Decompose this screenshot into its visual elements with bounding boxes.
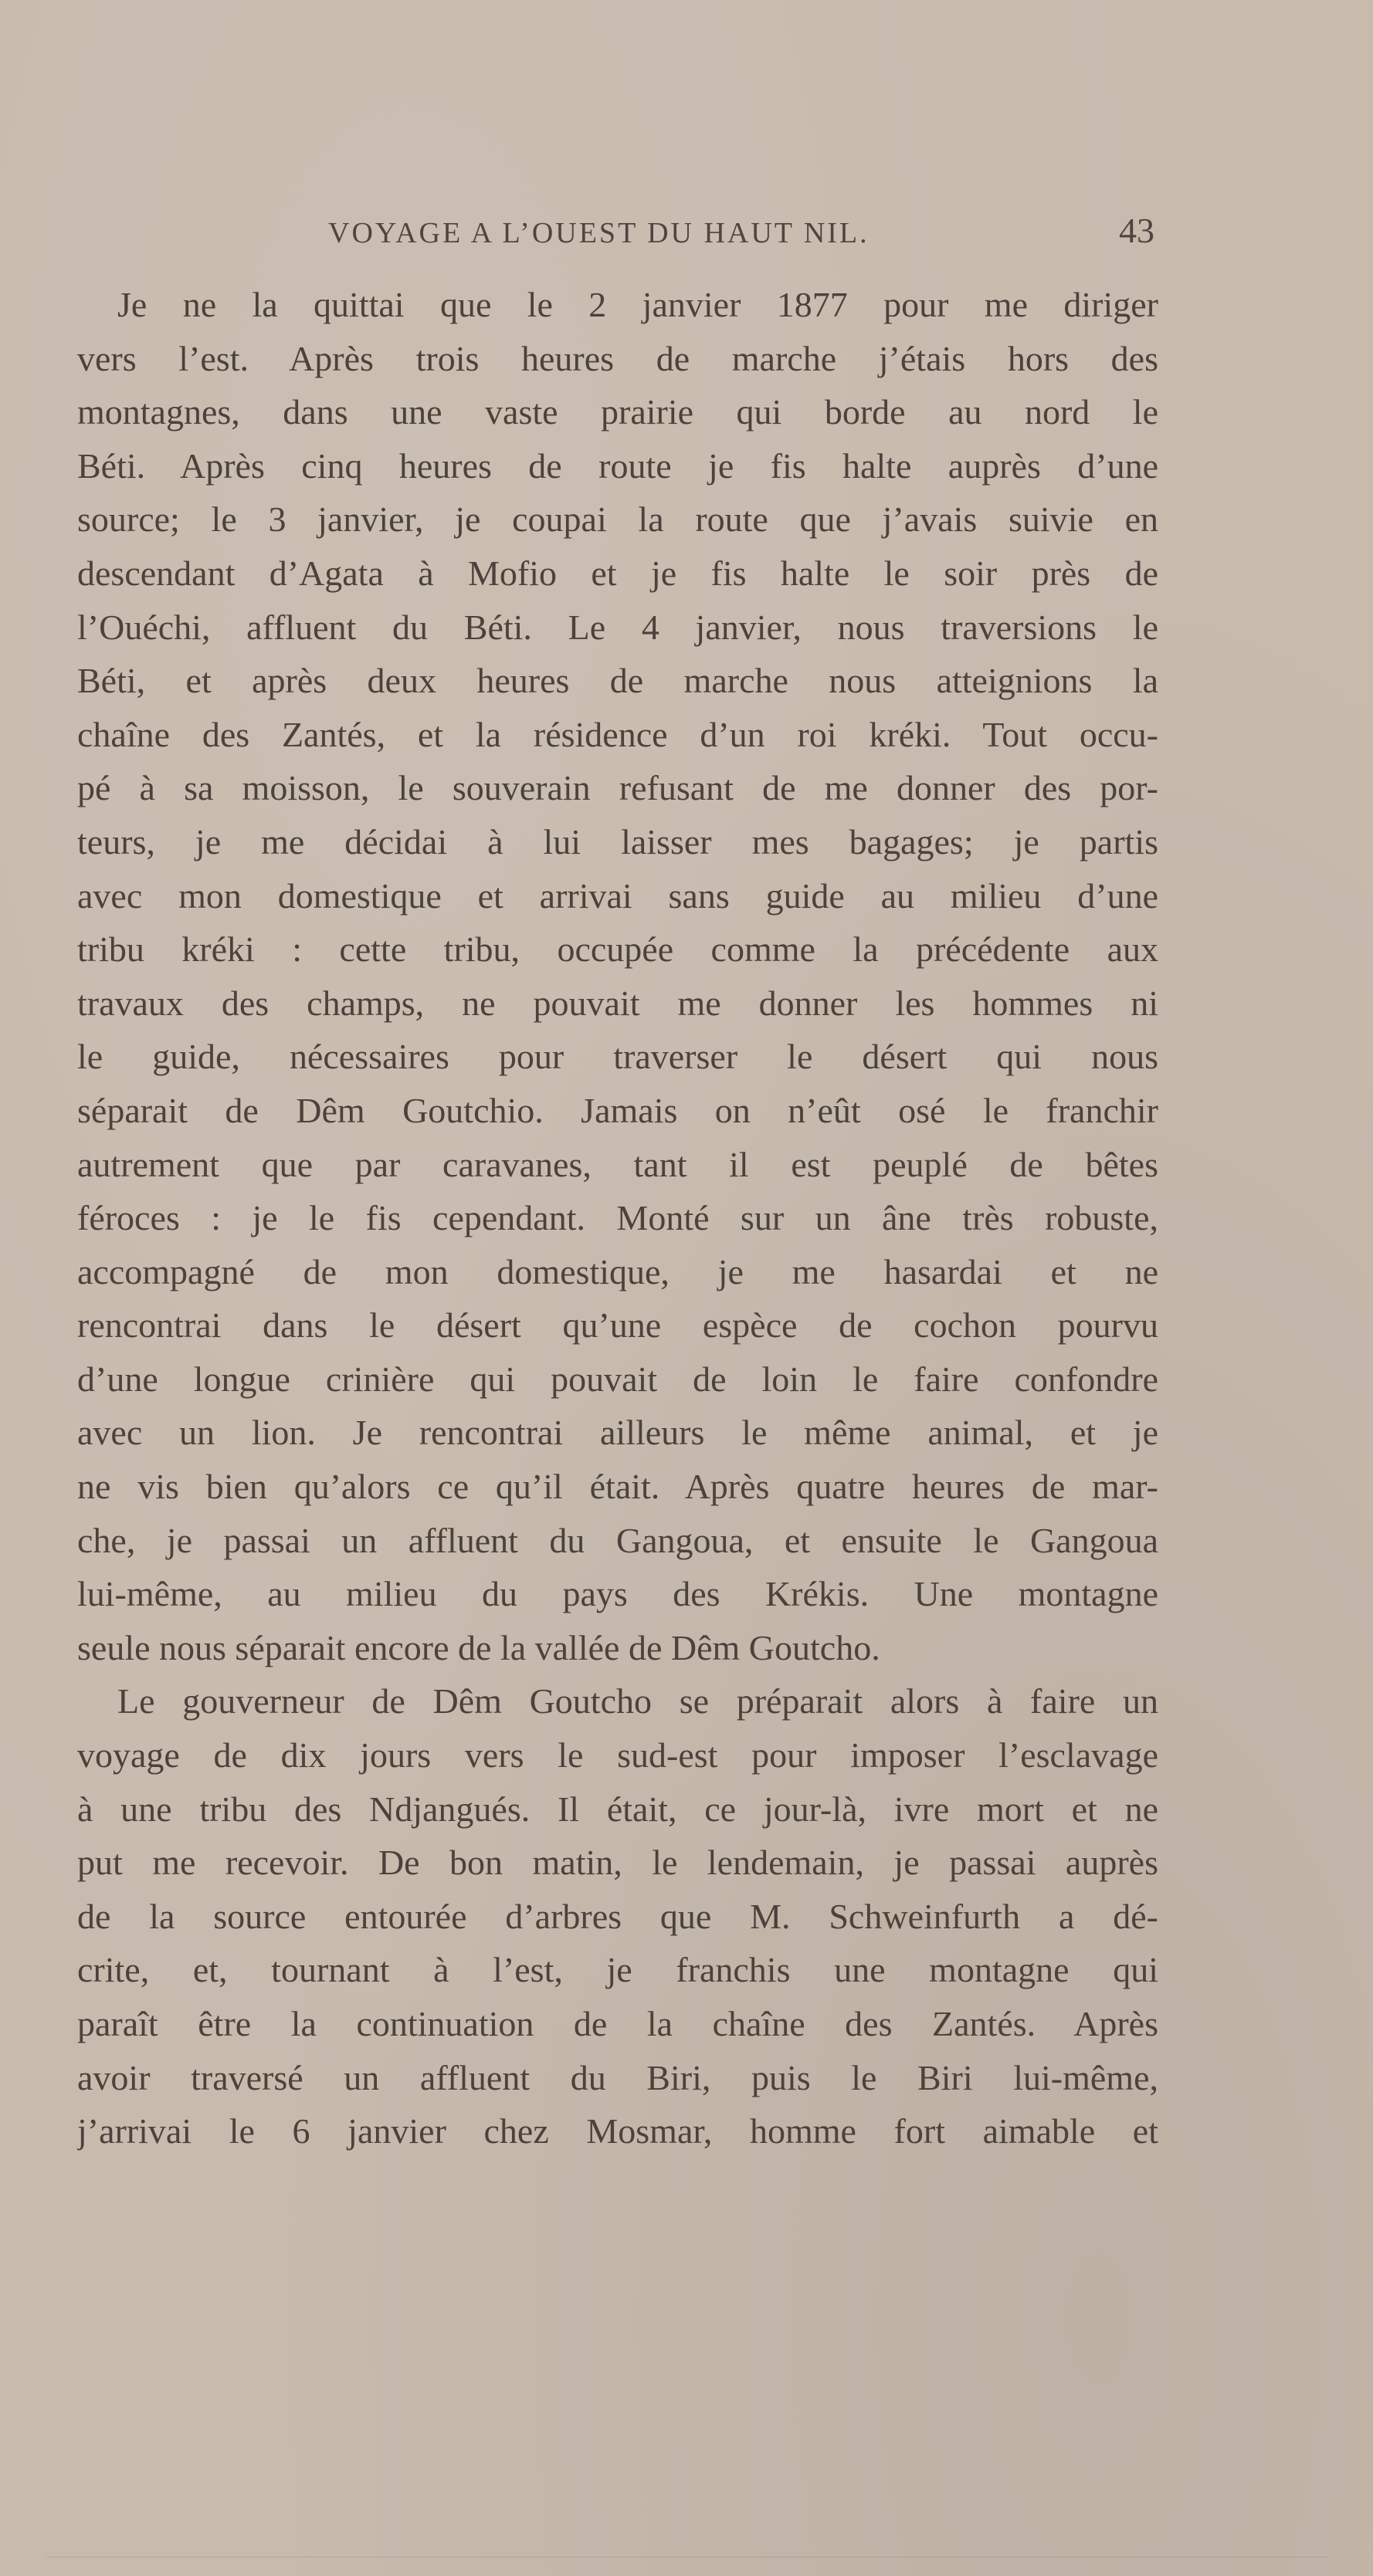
text-line: vers l’est. Après trois heures de marche j’étais hors des xyxy=(77,338,1158,378)
text-line: pé à sa moisson, le souverain refusant de me donner des por- xyxy=(77,768,1158,808)
text-line: descendant d’Agata à Mofio et je fis halte le soir près de xyxy=(77,553,1158,593)
text-line: avoir traversé un affluent du Biri, puis le Biri lui-même, xyxy=(77,2057,1158,2097)
body-text xyxy=(77,278,1158,2158)
page-number: 43 xyxy=(1119,211,1154,250)
text-line: Je ne la quittai que le 2 janvier 1877 pour me diriger xyxy=(117,285,1158,324)
text-line: Le gouverneur de Dêm Goutcho se préparait alors à faire un xyxy=(117,1681,1158,1721)
text-line: séparait de Dêm Goutchio. Jamais on n’eût osé le franchir xyxy=(77,1090,1158,1130)
text-line: de la source entourée d’arbres que M. Schweinfurth a dé- xyxy=(77,1896,1158,1936)
text-line: paraît être la continuation de la chaîne des Zantés. Après xyxy=(77,2004,1158,2043)
text-line: j’arrivai le 6 janvier chez Mosmar, homme fort aimable et xyxy=(77,2111,1158,2151)
running-head xyxy=(328,210,1154,256)
text-line: le guide, nécessaires pour traverser le désert qui nous xyxy=(77,1037,1158,1077)
text-line: montagnes, dans une vaste prairie qui borde au nord le xyxy=(77,392,1158,432)
text-line: travaux des champs, ne pouvait me donner les hommes ni xyxy=(77,983,1158,1023)
text-line: crite, et, tournant à l’est, je franchis une montagne qui xyxy=(77,1950,1158,1990)
text-line: avec mon domestique et arrivai sans guide au milieu d’une xyxy=(77,875,1158,916)
text-line: teurs, je me décidai à lui laisser mes bagages; je partis xyxy=(77,821,1158,861)
text-line: che, je passai un affluent du Gangoua, et ensuite le Gangoua xyxy=(77,1520,1158,1560)
text-line: à une tribu des Ndjangués. Il était, ce jour-là, ivre mort et ne xyxy=(77,1789,1158,1829)
text-line: ne vis bien qu’alors ce qu’il était. Après quatre heures de mar- xyxy=(77,1467,1158,1507)
text-line: voyage de dix jours vers le sud-est pour imposer l’esclavage xyxy=(77,1735,1158,1775)
text-line: chaîne des Zantés, et la résidence d’un roi kréki. Tout occu- xyxy=(77,714,1158,754)
text-line: lui-même, au milieu du pays des Krékis. Une montagne xyxy=(77,1574,1158,1614)
text-line: féroces : je le fis cependant. Monté sur un âne très robuste, xyxy=(77,1198,1158,1238)
text-line: accompagné de mon domestique, je me hasardai et ne xyxy=(77,1251,1158,1291)
text-line: put me recevoir. De bon matin, le lendemain, je passai auprès xyxy=(77,1843,1158,1883)
text-line: d’une longue crinière qui pouvait de loin le faire confondre xyxy=(77,1359,1158,1399)
text-line: l’Ouéchi, affluent du Béti. Le 4 janvier, nous traversions le xyxy=(77,607,1158,647)
text-line: autrement que par caravanes, tant il est peuplé de bêtes xyxy=(77,1144,1158,1184)
text-line: rencontrai dans le désert qu’une espèce de cochon pourvu xyxy=(77,1305,1158,1346)
text-line: avec un lion. Je rencontrai ailleurs le même animal, et je xyxy=(77,1413,1158,1453)
text-line: source; le 3 janvier, je coupai la route que j’avais suivie en xyxy=(77,499,1158,540)
text-line: Béti. Après cinq heures de route je fis halte auprès d’une xyxy=(77,445,1158,486)
text-line: tribu kréki : cette tribu, occupée comme la précédente aux xyxy=(77,929,1158,970)
running-title: VOYAGE A L’OUEST DU HAUT NIL. xyxy=(328,217,870,249)
text-line: Béti, et après deux heures de marche nous atteignions la xyxy=(77,661,1158,701)
text-line: seule nous séparait encore de la vallée de Dêm Goutcho. xyxy=(77,1627,880,1667)
